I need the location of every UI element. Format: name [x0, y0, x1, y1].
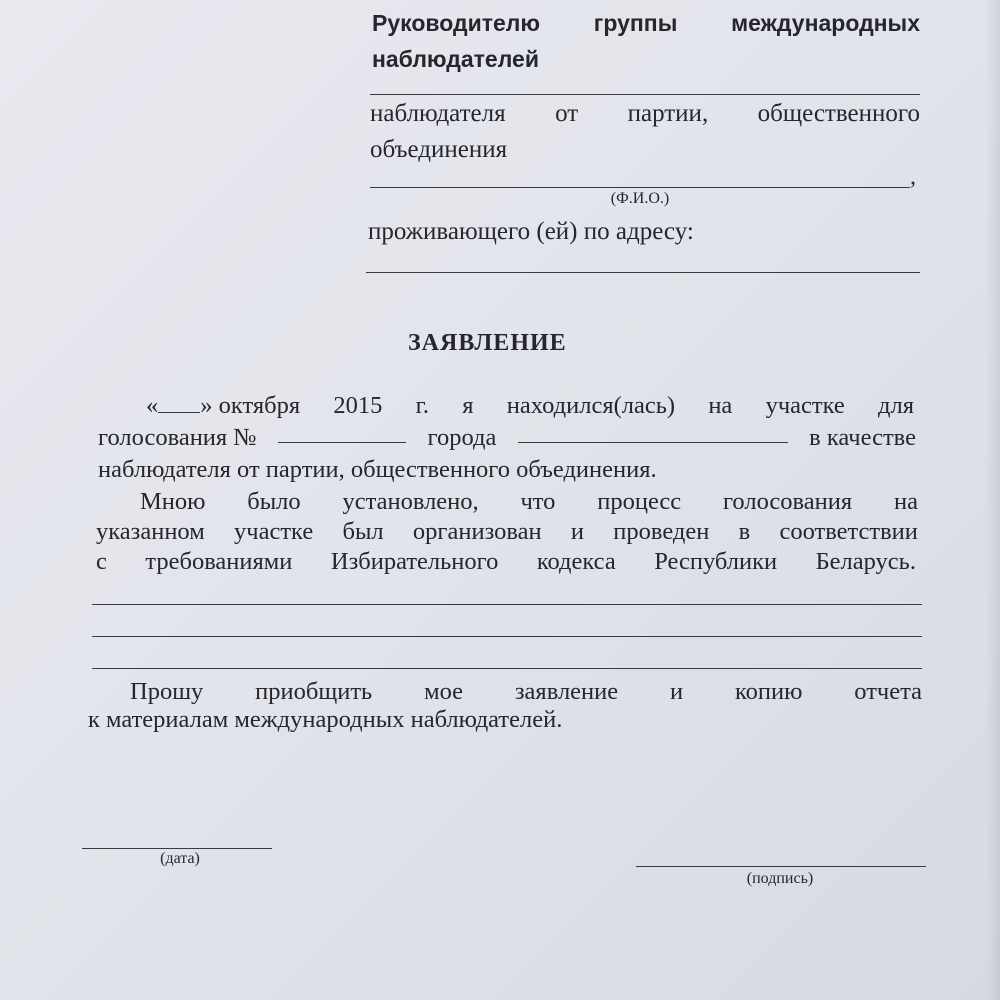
- word: от: [555, 100, 579, 127]
- fio-label: (Ф.И.О.): [610, 190, 670, 207]
- date-label: (дата): [160, 850, 200, 867]
- p3-line-1: [130, 678, 922, 706]
- word: голосования №: [98, 424, 257, 451]
- word: Прошу: [130, 678, 204, 705]
- word: и: [670, 678, 684, 705]
- word: было: [247, 488, 301, 515]
- p2-line-3: [96, 548, 916, 576]
- word: Избирательного: [330, 548, 499, 575]
- from-line-1: [370, 100, 920, 128]
- word: голосования: [722, 488, 853, 515]
- p3-line-2: к материалам международных наблюдателей.: [88, 706, 563, 733]
- word: кодекса: [536, 548, 616, 575]
- blank-line-1: [92, 604, 922, 605]
- page-edge-shadow: [986, 0, 1000, 1000]
- recipient-line-1: [372, 10, 920, 37]
- word: мое: [424, 678, 464, 705]
- document-title: ЗАЯВЛЕНИЕ: [408, 330, 567, 356]
- p2-line-2: [96, 518, 918, 546]
- word: приобщить: [255, 678, 373, 705]
- word: г.: [415, 392, 430, 419]
- day-field: « » октября: [146, 392, 301, 419]
- word: процесс: [597, 488, 682, 515]
- word: организован: [412, 518, 542, 545]
- precinct-number-blank: [278, 424, 406, 443]
- word: копию: [734, 678, 803, 705]
- word: указанном: [96, 518, 205, 545]
- word: Беларусь.: [815, 548, 916, 575]
- word: в качестве: [809, 424, 916, 451]
- word: группы: [593, 10, 678, 36]
- word: находился(лась): [506, 392, 676, 419]
- word: в: [738, 518, 751, 545]
- p2-line-1: [140, 488, 918, 516]
- word: на: [708, 392, 733, 419]
- signature-blank-line: [636, 866, 926, 867]
- word: Республики: [654, 548, 778, 575]
- name-blank-line: [370, 94, 920, 95]
- word: Руководителю: [372, 10, 541, 36]
- recipient-line-2: наблюдателей: [372, 46, 539, 72]
- fio-blank-line: [370, 187, 910, 188]
- word: участке: [234, 518, 314, 545]
- word: на: [893, 488, 918, 515]
- from-line-2: объединения: [370, 136, 508, 163]
- word: проведен: [613, 518, 710, 545]
- blank-line-3: [92, 668, 922, 669]
- word: был: [342, 518, 384, 545]
- address-blank-line: [366, 272, 920, 273]
- city-blank: [518, 424, 788, 443]
- blank-line-2: [92, 636, 922, 637]
- word: я: [462, 392, 474, 419]
- word: Мною: [140, 488, 206, 515]
- word: что: [520, 488, 556, 515]
- address-label: проживающего (ей) по адресу:: [368, 218, 694, 245]
- p1-line-3: наблюдателя от партии, общественного объединения.: [98, 456, 657, 483]
- p1-line-2: [98, 424, 916, 452]
- word: партии,: [627, 100, 709, 127]
- word: установлено,: [342, 488, 479, 515]
- word: требованиями: [145, 548, 293, 575]
- word: заявление: [514, 678, 619, 705]
- day-blank: [158, 394, 200, 413]
- word: 2015: [333, 392, 383, 419]
- word: общественного: [757, 100, 920, 127]
- word: города: [427, 424, 497, 451]
- fio-comma: ,: [910, 164, 916, 190]
- word: отчета: [854, 678, 922, 705]
- word: соответствии: [779, 518, 918, 545]
- word: участке: [765, 392, 845, 419]
- date-blank-line: [82, 848, 272, 849]
- word: для: [878, 392, 914, 419]
- word: и: [570, 518, 584, 545]
- p1-line-1: [146, 392, 914, 420]
- word: с: [96, 548, 107, 575]
- word: наблюдателя: [370, 100, 506, 127]
- signature-label: (подпись): [746, 870, 814, 887]
- word: международных: [731, 10, 920, 36]
